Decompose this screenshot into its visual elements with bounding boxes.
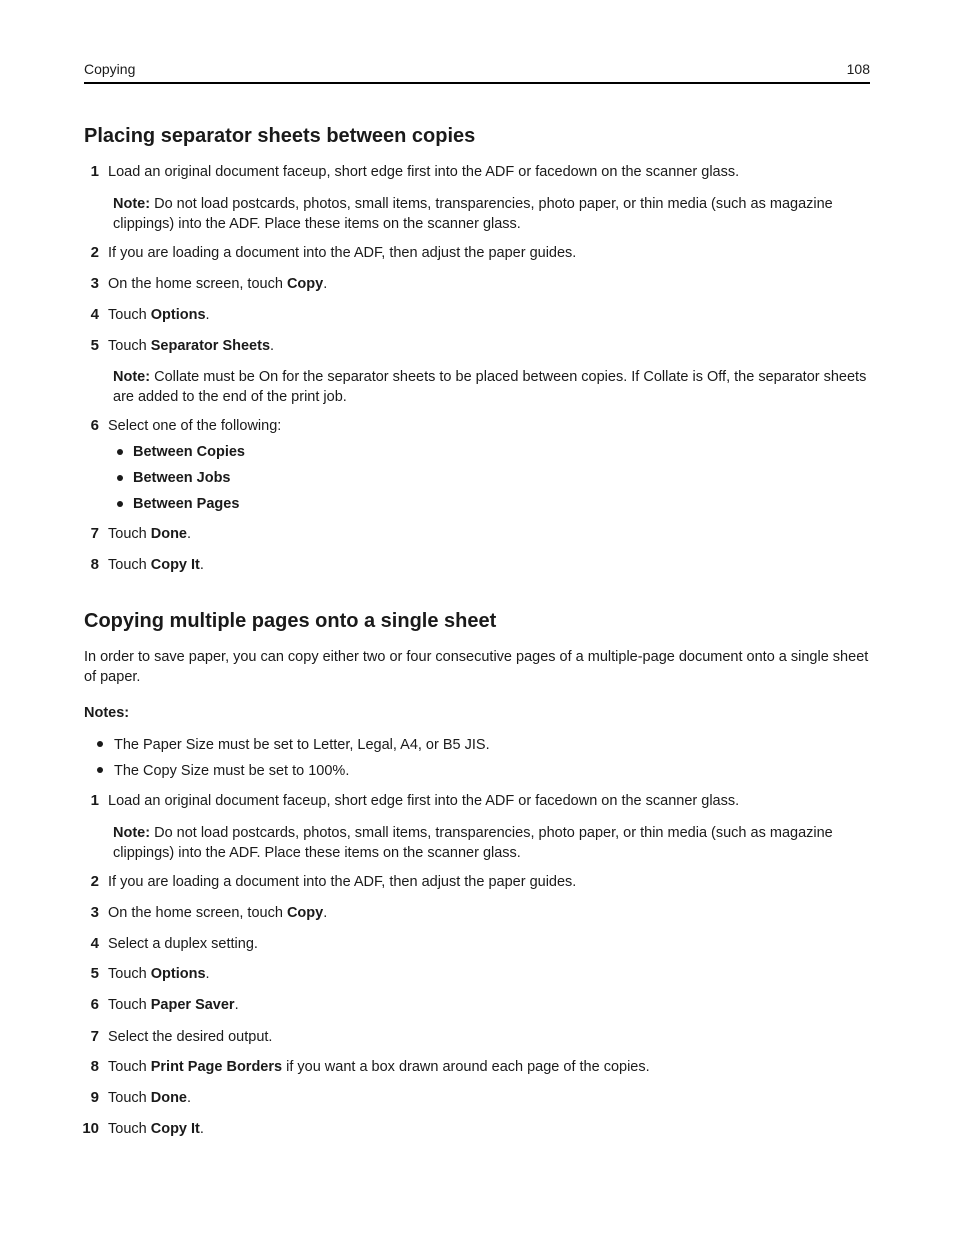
header-page-number: 108	[846, 61, 870, 77]
step-number: 4	[90, 935, 99, 952]
step-text: If you are loading a document into the ADF, then adjust the paper guides.	[108, 874, 577, 890]
step-number: 5	[90, 965, 99, 982]
note-block: Note: Do not load postcards, photos, small items, transparencies, photo paper, or thin media (such as magazine clippings) into the ADF. Place these items on the scanner glass.	[113, 196, 833, 232]
step-number: 8	[90, 1058, 99, 1075]
step-text: Load an original document faceup, short edge first into the ADF or facedown on the scanner glass.	[108, 164, 740, 180]
note-block: Note: Do not load postcards, photos, small items, transparencies, photo paper, or thin media (such as magazine clippings) into the ADF. Place these items on the scanner glass.	[113, 825, 833, 861]
step-text: Load an original document faceup, short edge first into the ADF or facedown on the scanner glass.	[108, 793, 740, 809]
notes-item: The Copy Size must be set to 100%.	[114, 763, 350, 779]
step-text: Select one of the following:	[108, 418, 282, 434]
intro-paragraph: In order to save paper, you can copy either two or four consecutive pages of a multiple-page document onto a single sheet of paper.	[84, 649, 869, 685]
bullet-icon	[97, 741, 103, 747]
bullet-icon	[117, 501, 123, 507]
step-number: 6	[90, 996, 99, 1013]
bullet-icon	[117, 449, 123, 455]
note-block: Note: Collate must be On for the separator sheets to be placed between copies. If Collate is Off, the separator sheets are added to the end of the print job.	[113, 369, 867, 405]
notes-item: The Paper Size must be set to Letter, Legal, A4, or B5 JIS.	[114, 737, 490, 753]
step-text: If you are loading a document into the ADF, then adjust the paper guides.	[108, 245, 577, 261]
step-number: 2	[90, 873, 99, 890]
step-text: Select the desired output.	[108, 1029, 273, 1045]
step-text: Touch Copy It.	[108, 557, 204, 573]
page-header	[84, 58, 870, 84]
step-number: 5	[90, 337, 99, 354]
step-number: 7	[90, 1028, 99, 1045]
step-number: 10	[82, 1120, 99, 1137]
step-text: On the home screen, touch Copy.	[108, 905, 328, 921]
option-between-pages: Between Pages	[133, 496, 240, 512]
step-text: Touch Done.	[108, 1090, 192, 1106]
step-text: Touch Copy It.	[108, 1121, 204, 1137]
step-text: Touch Options.	[108, 966, 210, 982]
step-number: 6	[90, 417, 99, 434]
step-text: Touch Print Page Borders if you want a box drawn around each page of the copies.	[108, 1059, 650, 1075]
notes-label: Notes:	[84, 705, 130, 721]
step-number: 2	[90, 244, 99, 261]
option-between-copies: Between Copies	[133, 444, 245, 460]
step-text: Touch Separator Sheets.	[108, 338, 275, 354]
bullet-icon	[97, 767, 103, 773]
step-number: 3	[90, 275, 99, 292]
step-number: 8	[90, 556, 99, 573]
header-section: Copying	[84, 61, 136, 77]
step-text: Touch Done.	[108, 526, 192, 542]
section-heading-multiple-pages: Copying multiple pages onto a single sheet	[84, 610, 497, 632]
option-between-jobs: Between Jobs	[133, 470, 231, 486]
step-text: Touch Options.	[108, 307, 210, 323]
step-number: 1	[90, 163, 99, 180]
step-number: 7	[90, 525, 99, 542]
bullet-icon	[117, 475, 123, 481]
step-text: On the home screen, touch Copy.	[108, 276, 328, 292]
section-heading-separator-sheets: Placing separator sheets between copies	[84, 125, 476, 147]
step-number: 1	[90, 792, 99, 809]
step-text: Select a duplex setting.	[108, 936, 258, 952]
step-number: 9	[90, 1089, 99, 1106]
step-text: Touch Paper Saver.	[108, 997, 239, 1013]
step-number: 4	[90, 306, 99, 323]
step-number: 3	[90, 904, 99, 921]
